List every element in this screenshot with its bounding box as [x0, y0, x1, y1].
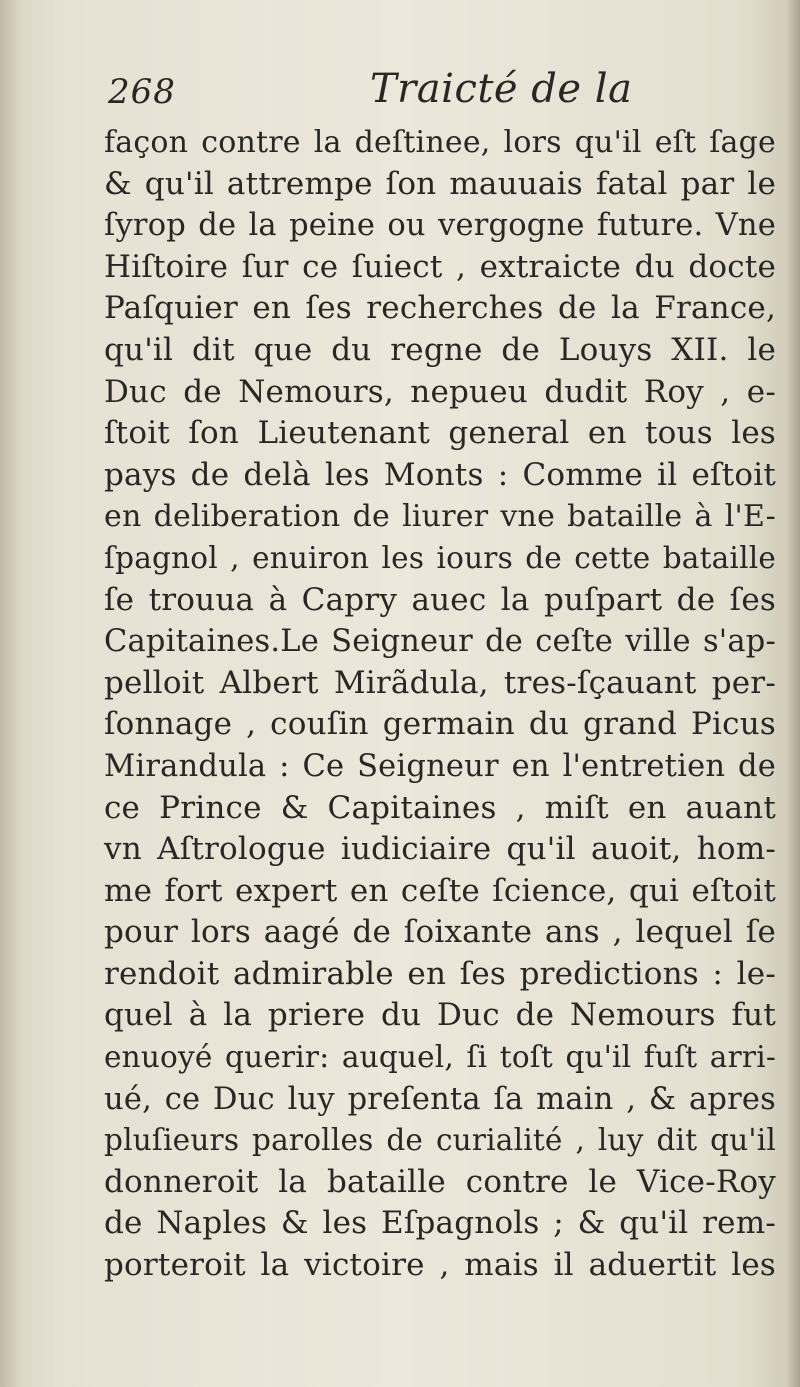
text-line: porteroit la victoire , mais il aduertit les — [104, 1247, 776, 1284]
text-line: ſtoit ſon Lieutenant general en tous les — [104, 415, 776, 452]
text-line: pour lors aagé de ſoixante ans , lequel ſe — [104, 914, 776, 951]
text-line: Capitaines.Le Seigneur de ceſte ville s'ap- — [104, 624, 776, 660]
running-head — [108, 66, 768, 122]
text-line: enuoyé querir: auquel, ſi toſt qu'il fuſt arri- — [104, 1040, 776, 1075]
page-number: 268 — [108, 72, 176, 112]
running-title: Traicté de la — [370, 66, 633, 112]
text-line: ſe trouua à Capry auec la puſpart de ſes — [104, 581, 776, 618]
text-line: & qu'il attrempe ſon mauuais fatal par le — [104, 165, 776, 202]
text-line: ſpagnol , enuiron les iours de cette bataille — [104, 540, 776, 575]
page-left-edge — [0, 0, 22, 1387]
text-line: façon contre la deſtinee, lors qu'il eſt ſage — [104, 125, 776, 160]
text-line: ué, ce Duc luy preſenta ſa main , & apres — [104, 1081, 776, 1117]
text-line: me fort expert en ceſte ſcience, qui eſtoit — [104, 872, 776, 909]
text-line: Mirandula : Ce Seigneur en l'entretien de — [104, 748, 776, 784]
text-line: pays de delà les Monts : Comme il eſtoit — [104, 456, 776, 493]
text-line: rendoit admirable en ſes predictions : le- — [104, 955, 776, 992]
text-line: ſonnage , couſin germain du grand Picus — [104, 706, 776, 743]
body-text — [104, 122, 776, 1287]
text-line: en deliberation de liurer vne bataille à l'E- — [104, 499, 776, 535]
text-line: de Naples & les Eſpagnols ; & qu'il rem- — [104, 1205, 776, 1242]
text-line: pelloit Albert Mirãdula, tres-ſçauant per- — [104, 664, 776, 701]
text-line: ſyrop de la peine ou vergogne future. Vne — [104, 208, 776, 244]
text-line: Hiſtoire ſur ce ſuiect , extraicte du docte — [104, 248, 776, 285]
text-line: donneroit la bataille contre le Vice-Roy — [104, 1163, 776, 1200]
page-gutter-shadow — [786, 0, 800, 1387]
text-line: Duc de Nemours, nepueu dudit Roy , e- — [104, 373, 776, 410]
text-line: quel à la priere du Duc de Nemours fut — [104, 997, 776, 1034]
text-line: Paſquier en ſes recherches de la France, — [104, 290, 776, 327]
text-line: qu'il dit que du regne de Louys XII. le — [104, 331, 776, 368]
text-line: pluſieurs parolles de curialité , luy dit qu'il — [104, 1123, 776, 1158]
text-line: vn Aſtrologue iudiciaire qu'il auoit, hom- — [104, 831, 776, 868]
text-line: ce Prince & Capitaines , miſt en auant — [104, 789, 776, 826]
